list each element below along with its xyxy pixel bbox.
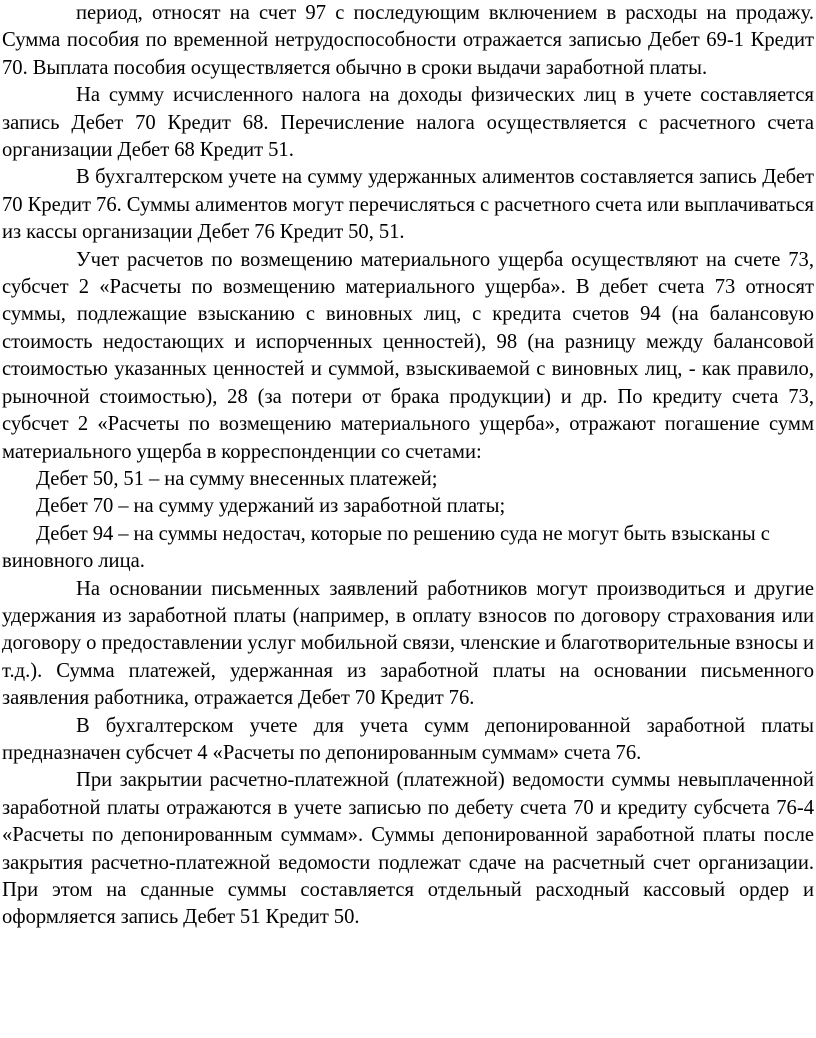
paragraph-payroll-closing: При закрытии расчетно-платежной (платежной) ведомости суммы невыплаченной заработной платы отражаются в учете записью по дебету счета 70 и кредиту субсчета 76-4 «Расчеты по депонированным суммам». Суммы депонированной заработной платы после закрытия расчетно-платежной ведомости подлежат сдаче на расчетный счет организации. При этом на сданные суммы составляется отдельный расходный кассовый ордер и оформляется запись Дебет 51 Кредит 50. <box>2 769 814 929</box>
paragraph-other-deductions: На основании письменных заявлений работников могут производиться и другие удержания из заработной платы (например, в оплату взносов по договору страхования или договору о предоставлении услуг мобильной связи, членские и благотворительные взносы и т.д.). Сумма платежей, удержанная из заработной платы на основании письменного заявления работника, отражается Дебет 70 Кредит 76. <box>2 577 814 710</box>
list-item-debit-70: Дебет 70 – на сумму удержаний из заработной платы; <box>36 495 506 518</box>
paragraph-income-tax: На сумму исчисленного налога на доходы физических лиц в учете составляется запись Дебет 70 Кредит 68. Перечисление налога осуществляется с расчетного счета организации Дебет 68 Кредит 51. <box>2 84 814 162</box>
paragraph-deposited-wages: В бухгалтерском учете для учета сумм депонированной заработной платы предназначен субсчет 4 «Расчеты по депонированным суммам» счета 76. <box>2 714 814 764</box>
paragraph-sick-leave: период, относят на счет 97 с последующим включением в расходы на продажу. Сумма пособия по временной нетрудоспособности отражается записью Дебет 69-1 Кредит 70. Выплата пособия осуществляется обычно в сроки выдачи заработной платы. <box>2 2 814 79</box>
list-item-debit-50-51: Дебет 50, 51 – на сумму внесенных платежей; <box>36 467 438 490</box>
paragraph-material-damage: Учет расчетов по возмещению материального ущерба осуществляют на счете 73, субсчет 2 «Расчеты по возмещению материального ущерба». В дебет счета 73 относят суммы, подлежащие взысканию с виновных лиц, с кредита счетов 94 (на балансовую стоимость недостающих и испорченных ценностей), 98 (на разницу между балансовой стоимостью указанных ценностей и суммой, взыскиваемой с виновных лиц, - как правило, рыночной стоимостью), 28 (за потери от брака продукции) и др. По кредиту счета 73, субсчет 2 «Расчеты по возмещению материального ущерба», отражают погашение сумм материального ущерба в корреспонденции со счетами: <box>2 248 814 463</box>
list-item-debit-94: Дебет 94 – на суммы недостач, которые по решению суда не могут быть взысканы с виновного лица. <box>2 522 770 573</box>
paragraph-alimony: В бухгалтерском учете на сумму удержанных алиментов составляется запись Дебет 70 Кредит 76. Суммы алиментов могут перечисляться с расчетного счета или выплачиваться из кассы организации Дебет 76 Кредит 50, 51. <box>2 166 814 244</box>
